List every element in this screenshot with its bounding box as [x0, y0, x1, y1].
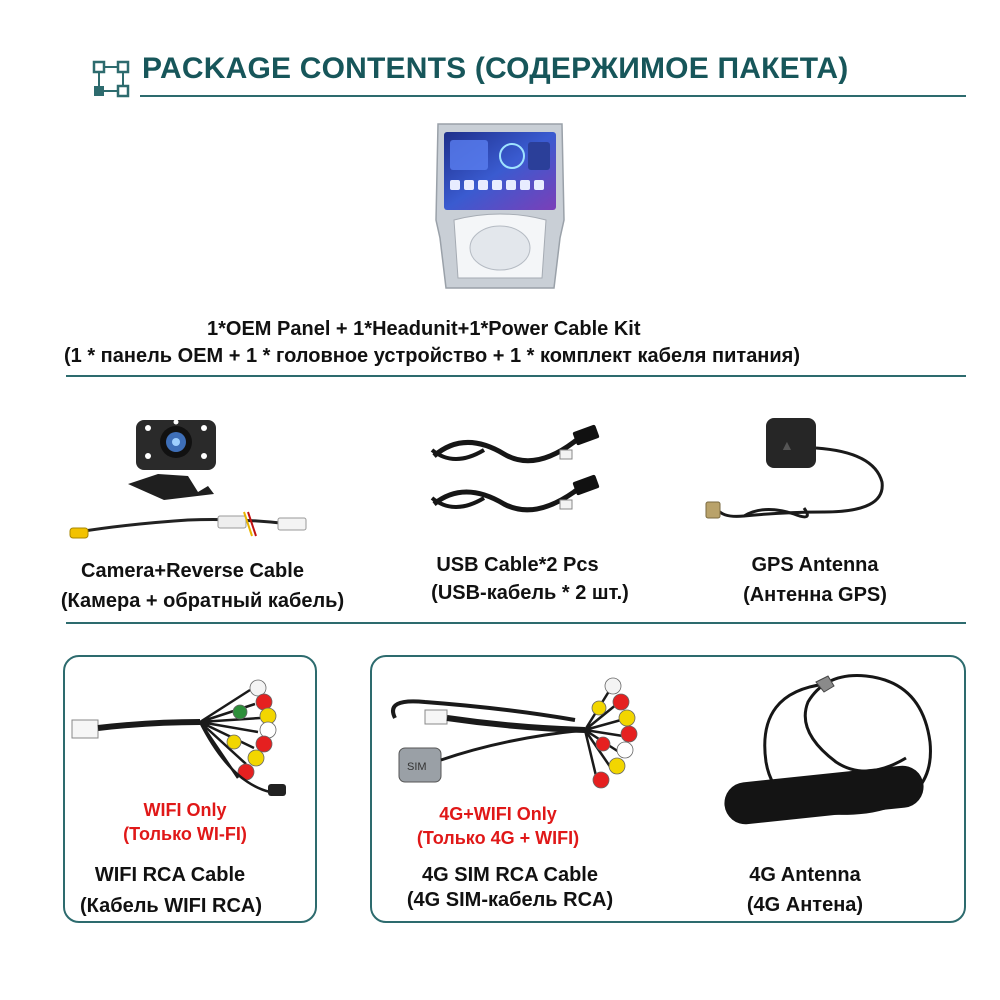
camera-image [68, 412, 308, 542]
headunit-panel-image [432, 120, 568, 292]
sim-module-text: SIM [407, 761, 427, 773]
wifi-rca-label: WIFI RCA Cable [94, 864, 246, 886]
gps-antenna-label-ru: (Антенна GPS) [743, 584, 887, 606]
4g-wifi-only-note-ru: (Только 4G + WIFI) [416, 828, 580, 848]
main-item-caption: 1*OEM Panel + 1*Headunit+1*Power Cable Kit [207, 318, 641, 340]
page-title: PACKAGE CONTENTS (СОДЕРЖИМОЕ ПАКЕТА) [142, 52, 849, 85]
section-divider-1 [66, 375, 966, 377]
4g-sim-rca-cable-image [385, 668, 665, 798]
usb-cable-label: USB Cable*2 Pcs [436, 554, 599, 576]
4g-wifi-only-note: 4G+WIFI Only [439, 804, 557, 824]
4g-sim-rca-label-ru: (4G SIM-кабель RCA) [406, 889, 614, 911]
4g-antenna-label-ru: (4G Антена) [746, 894, 864, 916]
title-divider [140, 95, 966, 97]
package-contents-icon [92, 60, 130, 98]
camera-label-ru: (Камера + обратный кабель) [60, 590, 345, 612]
4g-antenna-label: 4G Antenna [749, 864, 861, 886]
4g-antenna-image [716, 662, 946, 840]
svg-text:▲: ▲ [780, 437, 794, 453]
section-divider-2 [66, 622, 966, 624]
usb-cable-label-ru: (USB-кабель * 2 шт.) [431, 582, 629, 604]
gps-antenna-image [704, 412, 894, 532]
camera-label: Camera+Reverse Cable [81, 560, 304, 582]
4g-sim-rca-label: 4G SIM RCA Cable [422, 864, 598, 886]
gps-antenna-label: GPS Antenna [751, 554, 879, 576]
wifi-only-note: WIFI Only [143, 800, 227, 820]
wifi-rca-label-ru: (Кабель WIFI RCA) [79, 895, 263, 917]
wifi-rca-cable-image [70, 672, 300, 802]
wifi-only-note-ru: (Только WI-FI) [123, 824, 247, 844]
usb-cable-image [424, 420, 604, 530]
main-item-caption-ru: (1 * панель OEM + 1 * головное устройство + 1 * комплект кабеля питания) [64, 345, 801, 367]
